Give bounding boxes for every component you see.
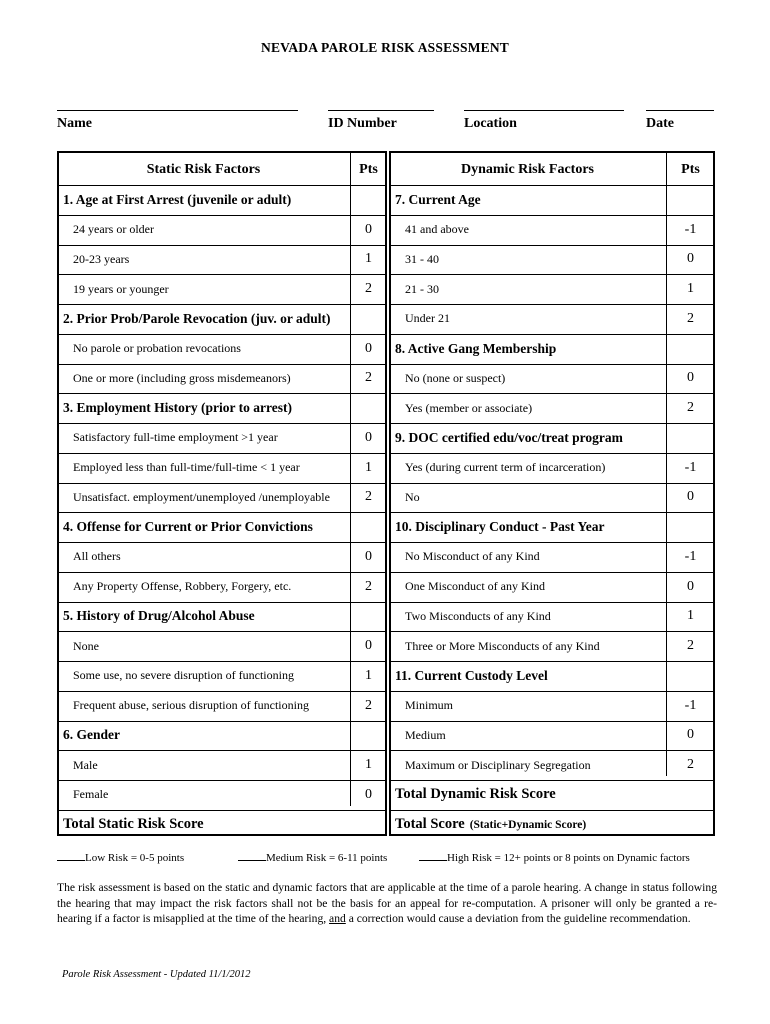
dynamic-pts-cell[interactable]: 0 bbox=[687, 370, 694, 386]
page-title: NEVADA PAROLE RISK ASSESSMENT bbox=[261, 40, 509, 55]
location-label: Location bbox=[464, 116, 517, 131]
id-number-label: ID Number bbox=[328, 116, 397, 131]
static-pts-cell[interactable]: 1 bbox=[365, 757, 372, 773]
static-pts-cell[interactable]: 0 bbox=[365, 638, 372, 654]
footer-note: Parole Risk Assessment - Updated 11/1/2012 bbox=[62, 969, 251, 980]
id-number-field-line[interactable] bbox=[328, 110, 434, 111]
high-risk-checkline[interactable] bbox=[419, 850, 447, 861]
dynamic-row-label: 10. Disciplinary Conduct - Past Year bbox=[395, 519, 605, 535]
medium-risk-checkline[interactable] bbox=[238, 850, 266, 861]
dynamic-row-label: No (none or suspect) bbox=[405, 370, 506, 385]
dynamic-pts-cell[interactable]: 2 bbox=[687, 400, 694, 416]
dynamic-row-label: 9. DOC certified edu/voc/treat program bbox=[395, 429, 623, 445]
static-row-label: Satisfactory full-time employment >1 year bbox=[73, 430, 278, 445]
dynamic-pts-cell bbox=[666, 661, 715, 691]
name-field-line[interactable] bbox=[57, 110, 298, 111]
static-row-label: No parole or probation revocations bbox=[73, 341, 241, 356]
static-pts-cell[interactable]: 0 bbox=[365, 786, 372, 802]
static-pts-cell bbox=[350, 721, 387, 751]
static-row-label: Any Property Offense, Robbery, Forgery, etc. bbox=[73, 579, 292, 594]
static-row-label: 24 years or older bbox=[73, 222, 154, 237]
dynamic-pts-cell[interactable]: 1 bbox=[687, 608, 694, 624]
static-pts-cell[interactable]: 0 bbox=[365, 429, 372, 445]
legend-low-text: Low Risk = 0-5 points bbox=[85, 852, 185, 864]
dynamic-row-label: 41 and above bbox=[405, 222, 469, 237]
risk-assessment-form bbox=[57, 151, 715, 836]
static-pts-cell[interactable]: 0 bbox=[365, 221, 372, 237]
date-label: Date bbox=[646, 116, 674, 131]
static-factors-header: Static Risk Factors bbox=[146, 161, 261, 177]
static-row-label: Employed less than full-time/full-time < 1 year bbox=[73, 460, 300, 475]
dynamic-pts-cell[interactable]: -1 bbox=[684, 697, 697, 713]
dynamic-row-label: Yes (member or associate) bbox=[405, 400, 533, 415]
static-pts-cell bbox=[350, 185, 387, 215]
legend-high bbox=[419, 850, 690, 864]
dynamic-pts-cell[interactable]: 0 bbox=[687, 489, 694, 505]
dynamic-row-label: Total Score (Static+Dynamic Score) bbox=[395, 816, 587, 833]
dynamic-pts-cell[interactable]: -1 bbox=[684, 459, 697, 475]
static-row-label: 3. Employment History (prior to arrest) bbox=[63, 400, 292, 416]
paragraph-part-1: The risk assessment is based on the static and dynamic factors that are applicable at the time of a parole hearing. A change in status following the hearing that may impact the risk factors shall not be the basis for an appeal for re-computation. A prisoner will only be granted a re-hearing if a factor is misapplied at the time of the hearing, bbox=[57, 881, 717, 925]
dynamic-row-label: Three or More Misconducts of any Kind bbox=[405, 638, 600, 653]
static-pts-cell[interactable]: 2 bbox=[365, 281, 372, 297]
static-pts-cell[interactable]: 2 bbox=[365, 489, 372, 505]
static-row-label: Unsatisfact. employment/unemployed /unemployable bbox=[73, 489, 330, 504]
dynamic-row-label: No Misconduct of any Kind bbox=[405, 549, 540, 564]
dynamic-row-label: Minimum bbox=[405, 698, 454, 713]
dynamic-pts-header: Pts bbox=[681, 161, 700, 177]
location-field-line[interactable] bbox=[464, 110, 624, 111]
dynamic-pts-cell[interactable]: 2 bbox=[687, 757, 694, 773]
static-row-label: 5. History of Drug/Alcohol Abuse bbox=[63, 608, 255, 624]
dynamic-factors-header: Dynamic Risk Factors bbox=[461, 161, 594, 177]
dynamic-pts-cell bbox=[666, 512, 715, 542]
dynamic-pts-cell[interactable]: 2 bbox=[687, 310, 694, 326]
dynamic-row-label-suffix: (Static+Dynamic Score) bbox=[469, 818, 587, 831]
dynamic-pts-cell[interactable]: 0 bbox=[687, 727, 694, 743]
legend-high-text: High Risk = 12+ points or 8 points on Dynamic factors bbox=[447, 852, 690, 864]
static-pts-cell bbox=[350, 602, 387, 632]
static-pts-cell[interactable]: 0 bbox=[365, 548, 372, 564]
dynamic-row-label: Medium bbox=[405, 727, 446, 742]
dynamic-row-label: 31 - 40 bbox=[405, 251, 439, 266]
dynamic-pts-cell[interactable]: 0 bbox=[687, 251, 694, 267]
dynamic-pts-cell[interactable]: 1 bbox=[687, 281, 694, 297]
dynamic-row-label: Under 21 bbox=[405, 311, 450, 326]
dynamic-row-label: Total Dynamic Risk Score bbox=[395, 786, 556, 803]
disclaimer-paragraph bbox=[57, 880, 717, 927]
dynamic-pts-cell bbox=[666, 423, 715, 453]
static-row-label: None bbox=[73, 638, 99, 653]
static-pts-cell bbox=[350, 393, 387, 423]
dynamic-row-label: 8. Active Gang Membership bbox=[395, 340, 557, 356]
static-pts-cell bbox=[350, 512, 387, 542]
dynamic-row-label: Yes (during current term of incarceration) bbox=[405, 460, 606, 475]
static-row-label: 20-23 years bbox=[73, 251, 130, 266]
legend-low bbox=[57, 850, 184, 864]
dynamic-row-label: 7. Current Age bbox=[395, 191, 481, 207]
static-pts-cell[interactable]: 1 bbox=[365, 251, 372, 267]
static-row-label: Male bbox=[73, 757, 98, 772]
dynamic-row-label: No bbox=[405, 489, 420, 504]
paragraph-underlined: and bbox=[329, 912, 346, 925]
low-risk-checkline[interactable] bbox=[57, 850, 85, 861]
dynamic-pts-cell[interactable]: -1 bbox=[684, 548, 697, 564]
dynamic-pts-cell[interactable]: 2 bbox=[687, 638, 694, 654]
static-row-label: 19 years or younger bbox=[73, 281, 169, 296]
dynamic-row-label: 21 - 30 bbox=[405, 281, 439, 296]
date-field-line[interactable] bbox=[646, 110, 714, 111]
dynamic-row-label: One Misconduct of any Kind bbox=[405, 579, 545, 594]
static-row-label: 2. Prior Prob/Parole Revocation (juv. or adult) bbox=[63, 310, 331, 326]
static-row-label: All others bbox=[73, 549, 121, 564]
static-pts-cell[interactable]: 0 bbox=[365, 340, 372, 356]
static-pts-cell bbox=[350, 304, 387, 334]
static-row-label: Female bbox=[73, 787, 109, 802]
dynamic-row-label: 11. Current Custody Level bbox=[395, 667, 548, 683]
dynamic-pts-cell bbox=[666, 334, 715, 364]
legend-medium bbox=[238, 850, 387, 864]
dynamic-pts-cell bbox=[666, 185, 715, 215]
static-pts-header: Pts bbox=[359, 161, 378, 177]
static-row-label: Total Static Risk Score bbox=[63, 816, 204, 833]
static-pts-cell[interactable]: 2 bbox=[365, 697, 372, 713]
dynamic-pts-cell[interactable]: 0 bbox=[687, 578, 694, 594]
paragraph-part-2: a correction would cause a deviation from the guideline recommendation. bbox=[345, 912, 691, 925]
static-row-label: 4. Offense for Current or Prior Convictions bbox=[63, 519, 313, 535]
static-row-label: One or more (including gross misdemeanors) bbox=[73, 370, 291, 385]
static-row-label: 6. Gender bbox=[63, 727, 120, 743]
static-pts-cell[interactable]: 2 bbox=[365, 578, 372, 594]
static-row-label: Some use, no severe disruption of functioning bbox=[73, 668, 294, 683]
static-row-label: Frequent abuse, serious disruption of functioning bbox=[73, 698, 309, 713]
dynamic-pts-cell[interactable]: -1 bbox=[684, 221, 697, 237]
static-pts-cell[interactable]: 2 bbox=[365, 370, 372, 386]
static-row-label: 1. Age at First Arrest (juvenile or adult) bbox=[63, 191, 292, 207]
dynamic-row-label: Maximum or Disciplinary Segregation bbox=[405, 757, 591, 772]
static-pts-cell[interactable]: 1 bbox=[365, 667, 372, 683]
name-label: Name bbox=[57, 116, 92, 131]
dynamic-row-label: Two Misconducts of any Kind bbox=[405, 608, 551, 623]
static-pts-cell[interactable]: 1 bbox=[365, 459, 372, 475]
legend-medium-text: Medium Risk = 6-11 points bbox=[266, 852, 388, 864]
